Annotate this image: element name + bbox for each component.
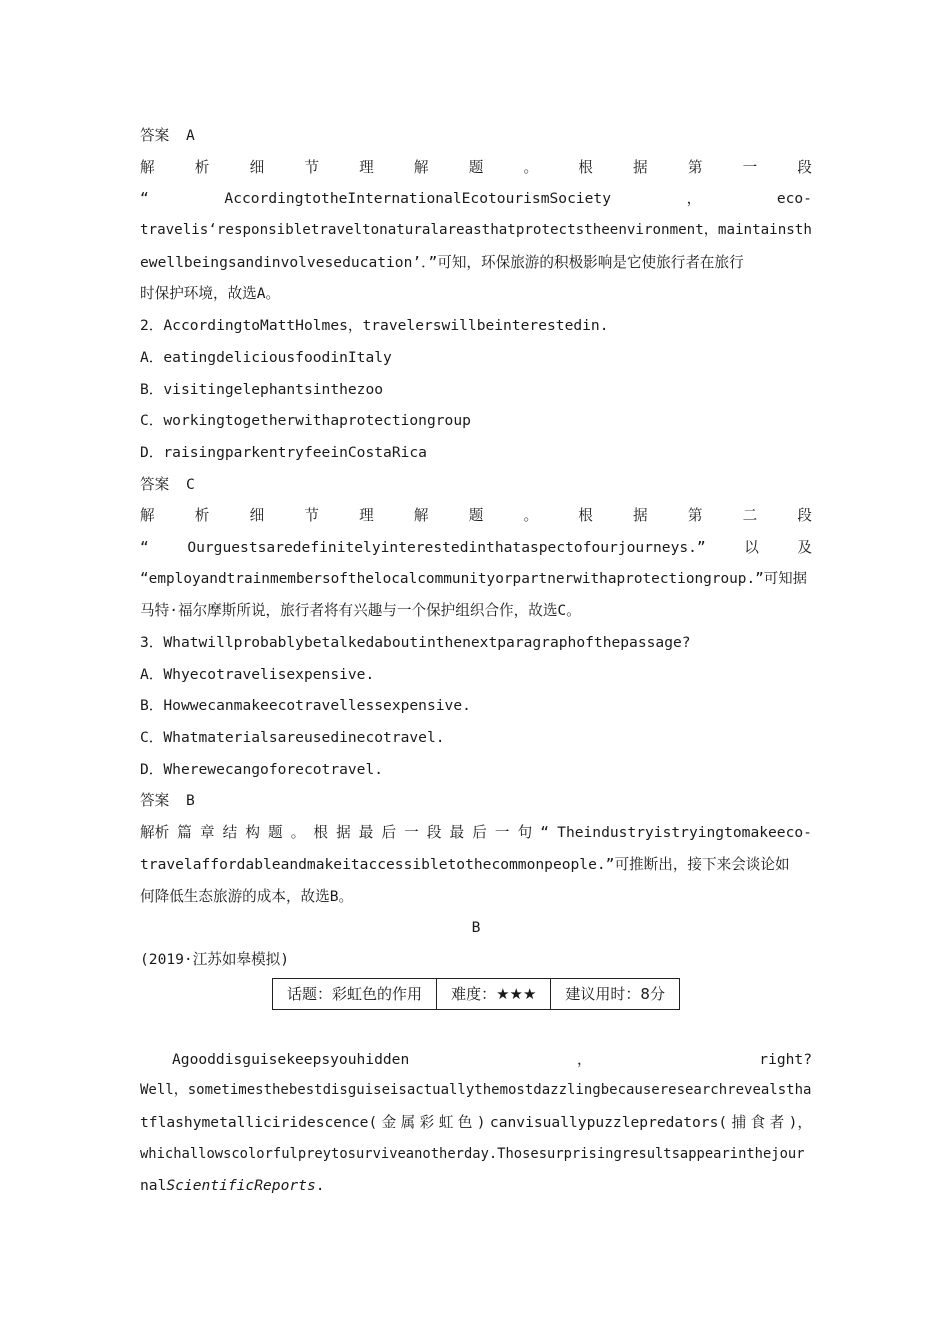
difficulty-cell: 难度：★★★ bbox=[437, 978, 551, 1009]
analysis-text: ) bbox=[476, 1113, 486, 1131]
analysis-text: ， bbox=[686, 190, 702, 208]
analysis-text: 者 bbox=[769, 1113, 785, 1131]
analysis-text: eco- bbox=[776, 190, 812, 208]
analysis-text: 后 bbox=[472, 824, 487, 842]
answer-label: 答案 bbox=[140, 792, 170, 810]
q2-analysis-line-3: “employandtrainmembersofthelocalcommunityorpartnerwithaprotectiongroup.”可知据 bbox=[140, 570, 807, 587]
analysis-text: 。 bbox=[290, 824, 306, 842]
answer-value: B bbox=[186, 792, 195, 810]
topic-cell: 话题：彩虹色的作用 bbox=[273, 978, 437, 1009]
passage-line-1 bbox=[140, 1044, 812, 1076]
analysis-text: 理 bbox=[359, 158, 374, 176]
passage-line-5 bbox=[140, 1170, 812, 1202]
analysis-text: 第 bbox=[687, 507, 703, 525]
analysis-text: 解 bbox=[140, 507, 155, 525]
q1-analysis-line-1 bbox=[140, 152, 812, 184]
analysis-text: 根 bbox=[578, 158, 593, 176]
q2-option-b: B．visitingelephantsinthezoo bbox=[140, 380, 384, 398]
analysis-text: 节 bbox=[304, 158, 319, 176]
section-heading: B bbox=[471, 919, 481, 937]
analysis-text: 根 bbox=[578, 507, 593, 525]
analysis-text: 章 bbox=[199, 824, 215, 842]
q2-option-c: C．workingtogetherwithaprotectiongroup bbox=[140, 412, 471, 430]
q3-analysis-line-3: 何降低生态旅游的成本，故选B。 bbox=[140, 887, 354, 905]
analysis-text: 虹 bbox=[438, 1113, 454, 1131]
answer-value: A bbox=[186, 127, 195, 144]
passage-text: ， bbox=[576, 1050, 592, 1068]
q2-option-a: A．eatingdeliciousfoodinItaly bbox=[140, 348, 392, 366]
q3-answer-line bbox=[140, 785, 812, 817]
answer-label: 答案 bbox=[140, 127, 170, 144]
q2-analysis-line-1 bbox=[140, 500, 812, 532]
analysis-text: “ bbox=[140, 190, 149, 208]
journal-name: ScientificReports bbox=[166, 1177, 316, 1195]
analysis-text: Theindustryistryingtomakeeco- bbox=[557, 824, 812, 842]
analysis-text: 题 bbox=[268, 824, 283, 842]
q1-analysis-line-3: travelis‘responsibletraveltonaturalareasthatprotectstheenvironment，maintainsth bbox=[140, 222, 812, 239]
analysis-text: 解 bbox=[140, 158, 155, 176]
analysis-text: 节 bbox=[304, 507, 319, 525]
q2-option-d: D．raisingparkentryfeeinCostaRica bbox=[140, 443, 427, 461]
analysis-text: 解 bbox=[413, 158, 429, 176]
analysis-text: 。 bbox=[523, 158, 539, 176]
analysis-text: Ourguestsaredefinitelyinterestedinthataspectofourjourneys.” bbox=[187, 538, 706, 556]
analysis-text: 析 bbox=[194, 158, 210, 176]
q3-option-a: A．Whyecotravelisexpensive. bbox=[140, 665, 375, 683]
analysis-text: “ bbox=[540, 824, 550, 842]
analysis-text: 析 bbox=[194, 507, 210, 525]
analysis-text: 后 bbox=[381, 824, 397, 842]
analysis-text: 解析 bbox=[140, 824, 170, 842]
q2-stem: 2．AccordingtoMattHolmes，travelerswillbeinterestedin. bbox=[140, 317, 609, 335]
analysis-text: 段 bbox=[426, 824, 442, 842]
analysis-text: tflashymetalliciridescence( bbox=[140, 1113, 378, 1131]
analysis-text: 以 bbox=[744, 538, 759, 556]
analysis-text: )， bbox=[788, 1113, 812, 1131]
q2-analysis-line-4: 马特·福尔摩斯所说，旅行者将有兴趣与一个保护组织合作，故选C。 bbox=[140, 602, 581, 620]
q3-stem: 3．Whatwillprobablybetalkedaboutinthenextparagraphofthepassage? bbox=[140, 634, 691, 651]
analysis-text: 属 bbox=[400, 1113, 416, 1131]
analysis-text: 根 bbox=[313, 824, 329, 842]
analysis-text: 最 bbox=[449, 824, 465, 842]
analysis-text: 第 bbox=[687, 158, 703, 176]
passage-line-3 bbox=[140, 1107, 812, 1139]
analysis-text: 题 bbox=[468, 158, 484, 176]
analysis-text: 句 bbox=[517, 824, 533, 842]
analysis-text: 二 bbox=[742, 507, 758, 525]
analysis-text: 据 bbox=[336, 824, 351, 842]
analysis-text: “ bbox=[140, 538, 149, 556]
analysis-text: 及 bbox=[797, 538, 812, 556]
info-table bbox=[272, 978, 680, 1010]
analysis-text: 构 bbox=[245, 824, 260, 842]
analysis-text: AccordingtotheInternationalEcotourismSociety bbox=[224, 190, 611, 208]
analysis-text: 捕 bbox=[731, 1113, 747, 1131]
answer-value: C bbox=[186, 475, 195, 493]
analysis-text: 食 bbox=[750, 1113, 766, 1131]
q3-option-d: D．Wherewecangoforecotravel. bbox=[140, 760, 384, 778]
analysis-text: 题 bbox=[468, 507, 484, 525]
q1-analysis-line-2 bbox=[140, 183, 812, 215]
passage-text: Agooddisguisekeepsyouhidden bbox=[172, 1050, 410, 1068]
info-table-wrapper bbox=[140, 978, 812, 1022]
q1-analysis-line-5: 时保护环境，故选A。 bbox=[140, 285, 281, 303]
analysis-text: 篇 bbox=[177, 824, 192, 842]
passage-line-2: Well，sometimesthebestdisguiseisactuallythemostdazzlingbecauseresearchrevealstha bbox=[140, 1082, 812, 1099]
answer-label: 答案 bbox=[140, 475, 170, 493]
passage-text: right? bbox=[759, 1050, 812, 1068]
analysis-text: 金 bbox=[381, 1113, 397, 1131]
q1-answer-line bbox=[140, 120, 812, 152]
analysis-text: 理 bbox=[359, 507, 374, 525]
analysis-text: 。 bbox=[523, 507, 539, 525]
analysis-text: 色 bbox=[457, 1113, 473, 1131]
analysis-text: 解 bbox=[413, 507, 429, 525]
passage-line-4: whichallowscolorfulpreytosurviveanotherday.Thosesurprisingresultsappearinthejour bbox=[140, 1145, 805, 1162]
passage-text: nal bbox=[140, 1177, 167, 1195]
analysis-text: canvisuallypuzzlepredators( bbox=[489, 1113, 728, 1131]
analysis-text: 细 bbox=[249, 507, 265, 525]
analysis-text: 一 bbox=[742, 158, 758, 176]
time-cell: 建议用时：8分 bbox=[551, 978, 680, 1009]
q3-analysis-line-2: travelaffordableandmakeitaccessibletothecommonpeople.”可推断出，接下来会谈论如 bbox=[140, 855, 790, 873]
passage-source: (2019·江苏如皋模拟) bbox=[140, 950, 290, 968]
analysis-text: 段 bbox=[797, 158, 812, 176]
analysis-text: 一 bbox=[404, 824, 419, 842]
q1-analysis-line-4: ewellbeingsandinvolveseducation’．”可知，环保旅游的积极影响是它使旅行者在旅行 bbox=[140, 253, 744, 271]
analysis-text: 彩 bbox=[419, 1113, 435, 1131]
q3-option-c: C．Whatmaterialsareusedinecotravel. bbox=[140, 729, 445, 747]
analysis-text: 细 bbox=[249, 158, 265, 176]
passage-text: . bbox=[315, 1177, 325, 1195]
analysis-text: 最 bbox=[358, 824, 374, 842]
q2-answer-line bbox=[140, 469, 812, 501]
document-page bbox=[140, 120, 812, 1202]
analysis-text: 结 bbox=[222, 824, 238, 842]
analysis-text: 据 bbox=[633, 507, 648, 525]
analysis-text: 一 bbox=[494, 824, 510, 842]
q3-analysis-line-1 bbox=[140, 817, 812, 849]
analysis-text: 据 bbox=[633, 158, 648, 176]
q3-option-b: B．Howwecanmakeecotravellessexpensive. bbox=[140, 697, 471, 715]
q2-analysis-line-2 bbox=[140, 532, 812, 564]
analysis-text: 段 bbox=[797, 507, 812, 525]
